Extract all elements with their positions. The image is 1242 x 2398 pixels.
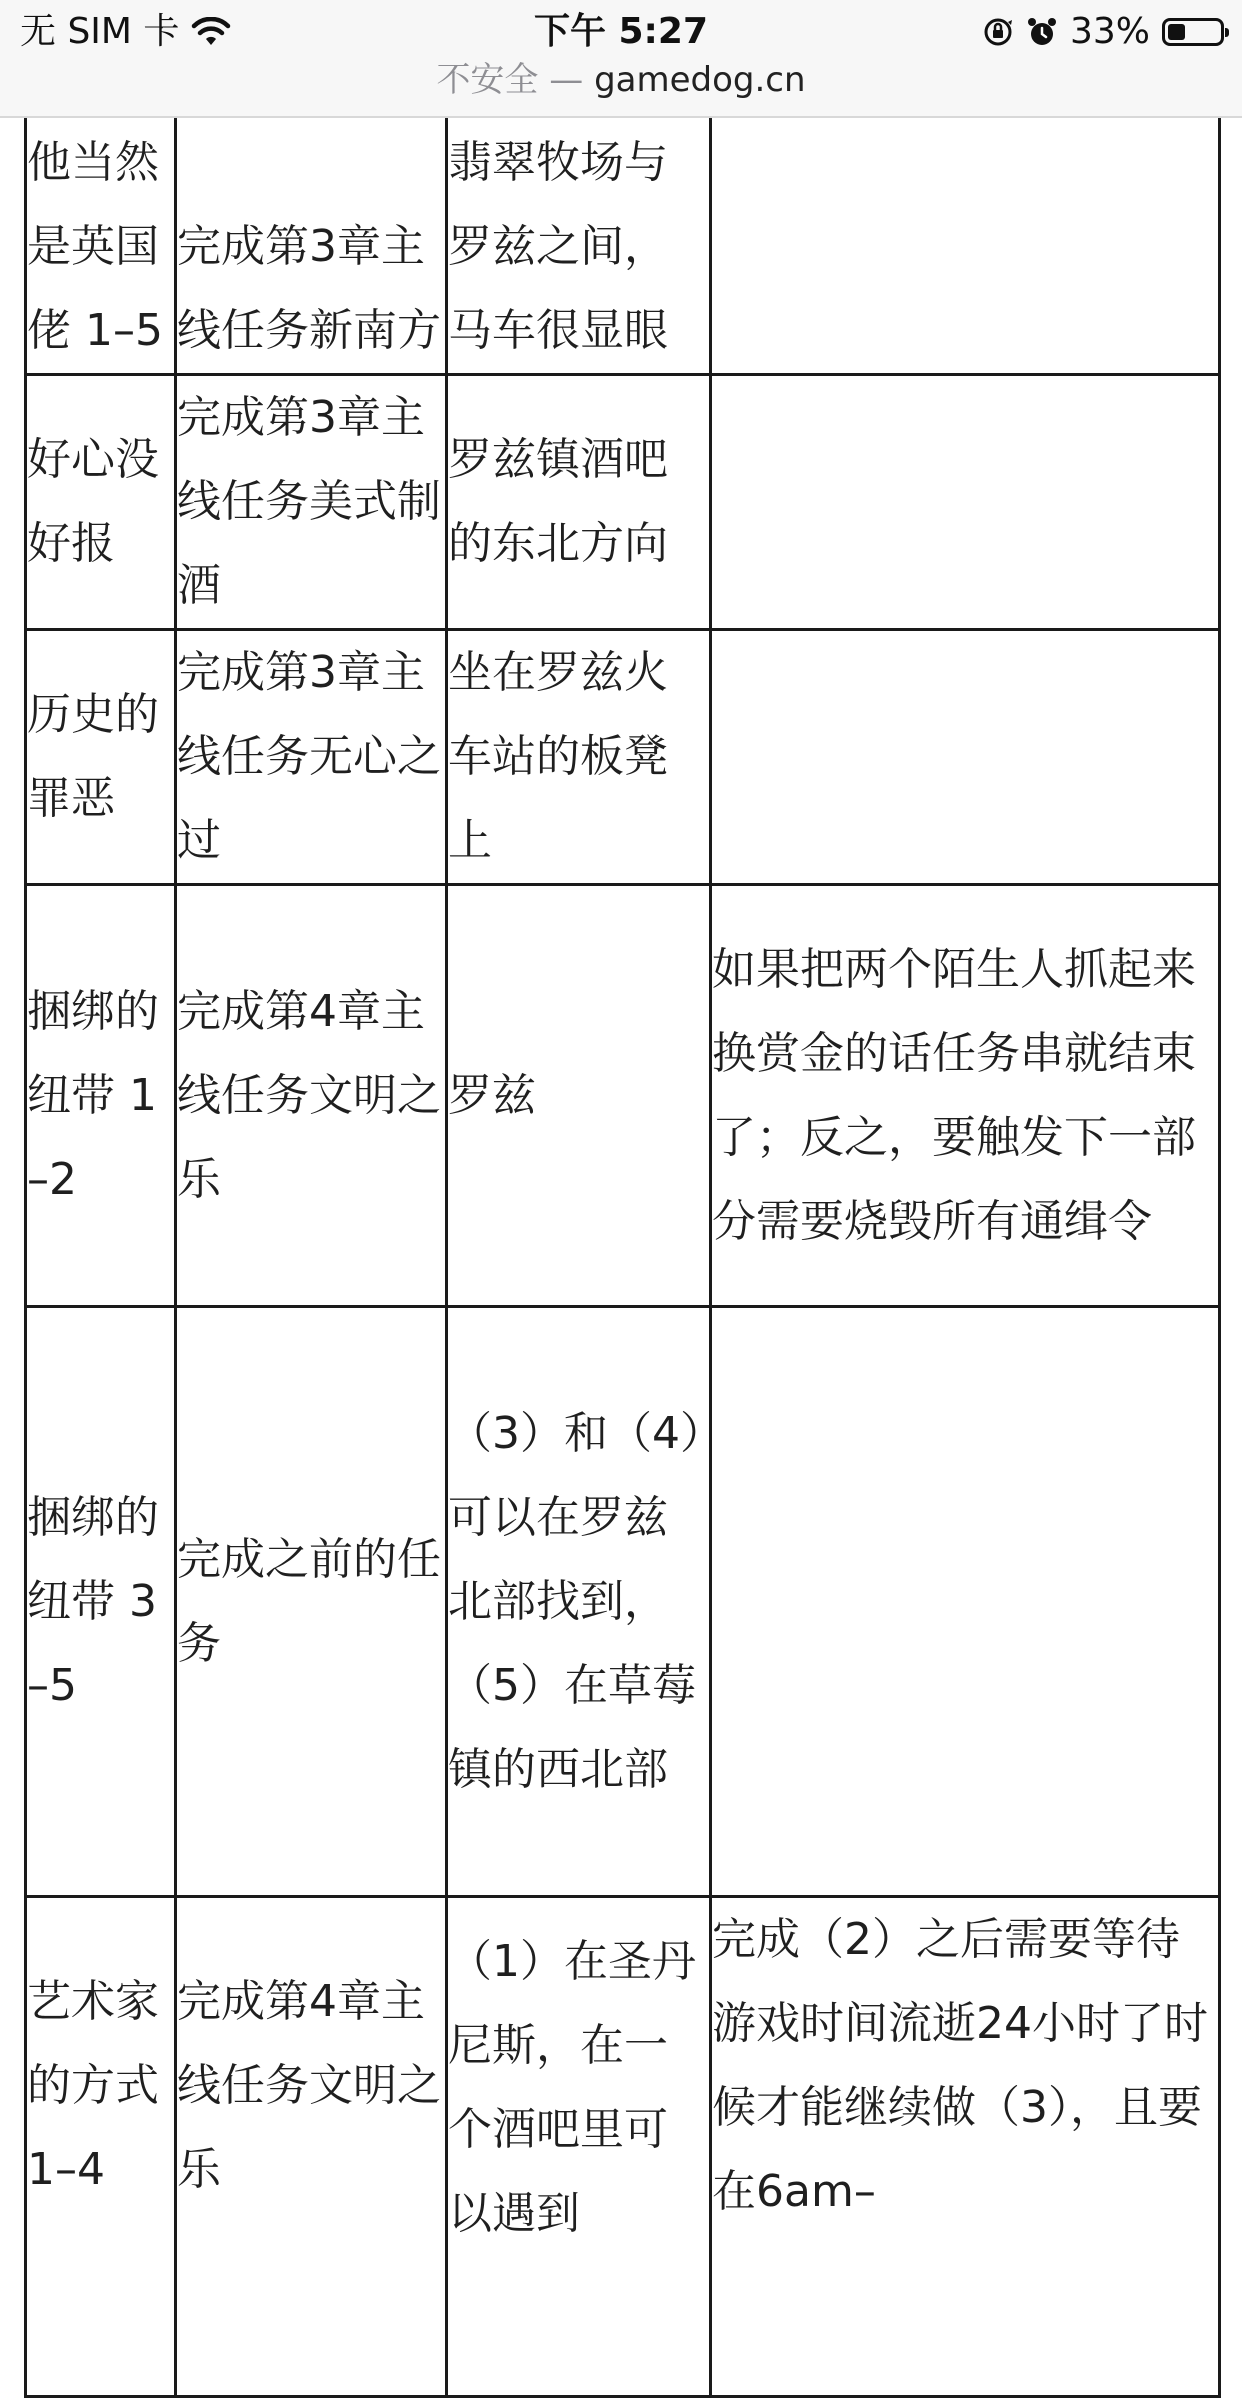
table-row — [26, 885, 1220, 1307]
browser-top-bar — [0, 0, 1242, 118]
location-cell: 翡翠牧场与罗兹之间，马车很显眼 — [447, 62, 711, 375]
table-row — [26, 630, 1220, 885]
quest-name-cell: 历史的罪恶 — [26, 630, 176, 885]
unlock-condition-cell: 完成第3章主线任务无心之过 — [176, 630, 447, 885]
unlock-condition-cell: 完成第3章主线任务新南方 — [176, 62, 447, 375]
address-separator: — — [549, 60, 584, 100]
location-cell: 罗兹 — [447, 885, 711, 1307]
table-row — [26, 1897, 1220, 2397]
status-right — [982, 10, 1224, 54]
quest-name-cell: 好心没好报 — [26, 375, 176, 630]
table-body — [26, 62, 1220, 2397]
alarm-icon — [1026, 16, 1058, 48]
note-cell: 如果把两个陌生人抓起来换赏金的话任务串就结束了；反之，要触发下一部分需要烧毁所有通缉令 — [711, 885, 1220, 1307]
quest-name-cell: 他当然是英国佬 1–5 — [26, 62, 176, 375]
security-label: 不安全 — [436, 60, 539, 100]
orientation-lock-icon — [982, 16, 1014, 48]
location-cell: （3）和（4）可以在罗兹北部找到，（5）在草莓镇的西北部 — [447, 1307, 711, 1897]
carrier-label: 无 SIM 卡 — [20, 11, 180, 52]
location-cell: （1）在圣丹尼斯，在一个酒吧里可以遇到 — [447, 1897, 711, 2397]
unlock-condition-cell: 完成第4章主线任务文明之乐 — [176, 885, 447, 1307]
address-bar[interactable] — [0, 58, 1242, 102]
battery-icon — [1162, 18, 1224, 46]
note-cell — [711, 1307, 1220, 1897]
table-row — [26, 375, 1220, 630]
location-cell: 坐在罗兹火车站的板凳上 — [447, 630, 711, 885]
clock: 下午 5:27 — [533, 11, 709, 52]
note-cell: 完成（2）之后需要等待游戏时间流逝24小时了时候才能继续做（3），且要在6am– — [711, 1897, 1220, 2397]
quest-name-cell: 捆绑的纽带 1–2 — [26, 885, 176, 1307]
unlock-condition-cell: 完成之前的任务 — [176, 1307, 447, 1897]
unlock-condition-cell: 完成第4章主线任务文明之乐 — [176, 1897, 447, 2397]
note-cell — [711, 630, 1220, 885]
quest-name-cell: 艺术家的方式 1–4 — [26, 1897, 176, 2397]
unlock-condition-cell: 完成第3章主线任务美式制酒 — [176, 375, 447, 630]
location-cell: 罗兹镇酒吧的东北方向 — [447, 375, 711, 630]
quest-name-cell: 捆绑的纽带 3–5 — [26, 1307, 176, 1897]
address-host: gamedog.cn — [594, 60, 806, 100]
quest-table — [24, 60, 1221, 2398]
note-cell — [711, 375, 1220, 630]
battery-percent: 33% — [1069, 11, 1150, 52]
table-row — [26, 1307, 1220, 1897]
